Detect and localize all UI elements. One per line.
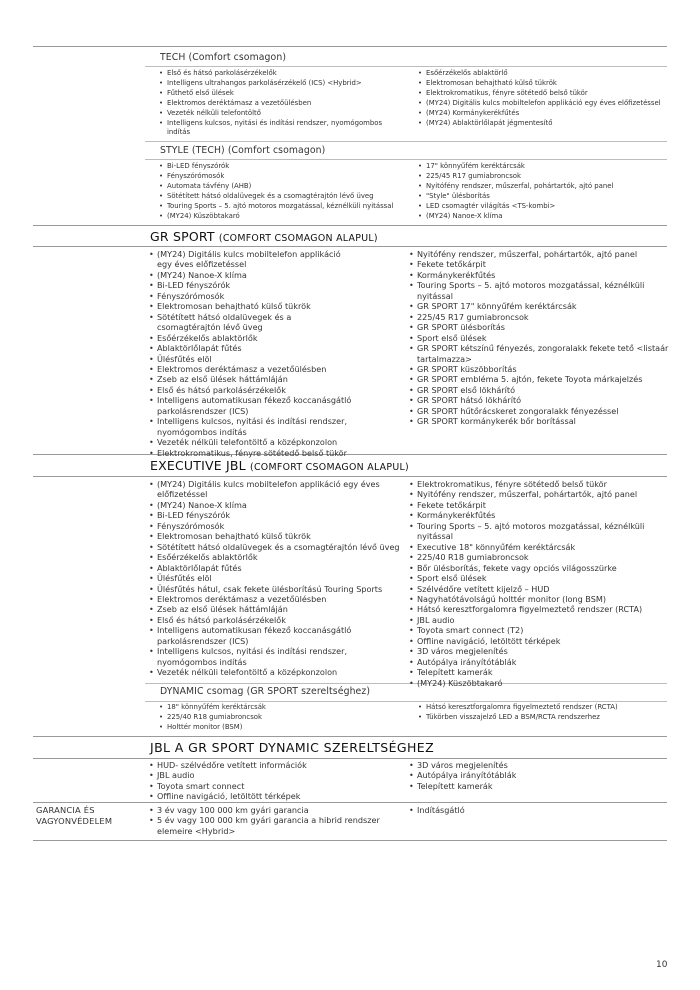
list-item: • Sötétített hátsó oldalüvegek és a csomagtérajtón lévő üveg (148, 312, 353, 333)
list-item: • Elektromosan behajtható külső tükrök (148, 531, 403, 541)
guarantee-left-list (148, 805, 398, 836)
list-item: • Fényszórómosók (158, 172, 413, 182)
divider-bottom (33, 840, 667, 841)
style-title: STYLE (TECH) (Comfort csomagon) (160, 145, 326, 156)
tech-title: TECH (Comfort csomagon) (160, 52, 287, 63)
list-item: • Elektromos deréktámasz a vezetőülésben (148, 594, 403, 604)
divider-tech (145, 66, 667, 67)
list-item: • Toyota smart connect (148, 781, 398, 791)
list-item: • GR SPORT embléma 5. ajtón, fekete Toyota márkajelzés (408, 374, 673, 384)
list-item: • Elektromosan behajtható külső tükrök (148, 301, 353, 311)
list-item: • Bi-LED fényszórók (148, 280, 353, 290)
list-item: • GR SPORT hátsó lökhárító (408, 395, 673, 405)
list-item: • Toyota smart connect (T2) (408, 625, 673, 635)
list-item: • Fényszórómosók (148, 521, 403, 531)
executive-title-suffix: (COMFORT CSOMAGON ALAPUL) (250, 462, 409, 473)
list-item: • 225/40 R18 gumiabroncsok (408, 552, 673, 562)
guarantee-label: GARANCIA ÉS VAGYONVÉDELEM (36, 805, 113, 826)
list-item: • Zseb az első ülések háttámláján (148, 374, 353, 384)
list-item: • Kormánykerékfűtés (408, 510, 673, 520)
list-item: • GR SPORT ülésborítás (408, 322, 673, 332)
list-item: • Szélvédőre vetített kijelző – HUD (408, 584, 673, 594)
jbl-dynamic-title: JBL A GR SPORT DYNAMIC SZERELTSÉGHEZ (150, 740, 435, 755)
list-item: • 225/40 R18 gumiabroncsok (158, 713, 398, 723)
gr-sport-title-main: GR SPORT (150, 229, 215, 244)
list-item: • 225/45 R17 gumiabroncsok (408, 312, 673, 322)
style-right-list (417, 162, 672, 221)
jbl-dynamic-left-list (148, 760, 398, 802)
divider-gr (33, 246, 667, 247)
list-item: • Intelligens automatikusan fékező koccanásgátló parkolásrendszer (ICS) (148, 395, 353, 416)
tech-left-list (158, 69, 383, 138)
list-item: • Esőérzékelős ablaktörlő (417, 69, 672, 79)
list-item: • GR SPORT küszöbborítás (408, 364, 673, 374)
list-item: • Fényszórómosók (148, 291, 353, 301)
list-item: • Zseb az első ülések háttámláján (148, 604, 403, 614)
executive-title-main: EXECUTIVE JBL (150, 458, 246, 473)
list-item: • (MY24) Digitális kulcs mobiltelefon applikáció egy éves előfizetéssel (148, 249, 353, 270)
list-item: • Ülésfűtés hátul, csak fekete ülésborítású Touring Sports (148, 584, 403, 594)
list-item: • Kormánykerékfűtés (408, 270, 673, 280)
list-item: • Első és hátsó parkolásérzékelők (148, 385, 353, 395)
gr-sport-left-list (148, 249, 353, 458)
list-item: • Hátsó keresztforgalomra figyelmeztető rendszer (RCTA) (417, 703, 672, 713)
list-item: • (MY24) Küszöbtakaró (408, 678, 673, 688)
list-item: • Vezeték nélküli telefontöltő a középkonzolon (148, 437, 353, 447)
divider-guarantee (33, 802, 667, 803)
list-item: • JBL audio (148, 770, 398, 780)
divider-style (145, 159, 667, 160)
list-item: • Autópálya irányítótáblák (408, 770, 668, 780)
executive-left-list (148, 479, 403, 678)
list-item: • Vezeték nélküli telefontöltő a középkonzolon (148, 667, 403, 677)
divider-top (33, 46, 667, 47)
list-item: • Elektromos deréktámasz a vezetőülésben (148, 364, 353, 374)
list-item: • (MY24) Küszöbtakaró (158, 212, 413, 222)
list-item: • "Style" ülésborítás (417, 192, 672, 202)
list-item: • Automata távfény (AHB) (158, 182, 413, 192)
list-item: • GR SPORT első lökhárító (408, 385, 673, 395)
gr-sport-right-list (408, 249, 673, 427)
list-item: • 3D város megjelenítés (408, 646, 673, 656)
list-item: • 17" könnyűfém keréktárcsák (417, 162, 672, 172)
list-item: • Sötétített hátsó oldalüvegek és a csomagtérajtón lévő üveg (148, 542, 403, 552)
list-item: • GR SPORT kétszínű fényezés, zongoralakk fekete tető <listaár tartalmazza> (408, 343, 673, 364)
list-item: • Bőr ülésborítás, fekete vagy opciós világosszürke (408, 563, 673, 573)
list-item: • (MY24) Nanoe-X klíma (148, 270, 353, 280)
list-item: • Telepített kamerák (408, 667, 673, 677)
dynamic-right-list (417, 703, 672, 723)
list-item: • Intelligens automatikusan fékező koccanásgátló parkolásrendszer (ICS) (148, 625, 403, 646)
list-item: • Sport első ülések (408, 573, 673, 583)
list-item: • LED csomagtér világítás <TS-kombi> (417, 202, 672, 212)
list-item: • Ülésfűtés elöl (148, 573, 403, 583)
list-item: • JBL audio (408, 615, 673, 625)
list-item: • HUD- szélvédőre vetített információk (148, 760, 398, 770)
divider-style-top (145, 141, 667, 142)
list-item: • Touring Sports – 5. ajtó motoros mozgatással, kéznélküli nyitással (408, 521, 673, 542)
list-item: • Elektromos deréktámasz a vezetőülésben (158, 99, 383, 109)
list-item: • 18" könnyűfém keréktárcsák (158, 703, 398, 713)
divider-exec (33, 476, 667, 477)
list-item: • (MY24) Kormánykerékfűtés (417, 109, 672, 119)
list-item: • 225/45 R17 gumiabroncsok (417, 172, 672, 182)
list-item: • Intelligens kulcsos, nyitási és indítási rendszer, nyomógombos indítás (158, 119, 383, 139)
list-item: • Elektromosan behajtható külső tükrök (417, 79, 672, 89)
page-number: 10 (656, 960, 668, 970)
list-item: • Ablaktörlőlapát fűtés (148, 563, 403, 573)
style-left-list (158, 162, 413, 221)
list-item: • Bi-LED fényszórók (158, 162, 413, 172)
list-item: • Ülésfűtés elöl (148, 354, 353, 364)
list-item: • Fűthető első ülések (158, 89, 383, 99)
list-item: • Első és hátsó parkolásérzékelők (158, 69, 383, 79)
list-item: • (MY24) Digitális kulcs mobiltelefon applikáció egy éves előfizetéssel (148, 479, 403, 500)
list-item: • Bi-LED fényszórók (148, 510, 403, 520)
list-item: • Elektrokromatikus, fényre sötétedő belső tükör (148, 448, 353, 458)
list-item: • Offline navigáció, letöltött térképek (148, 791, 398, 801)
list-item: • GR SPORT 17" könnyűfém keréktárcsák (408, 301, 673, 311)
list-item: • Elektrokromatikus, fényre sötétedő belső tükör (408, 479, 673, 489)
list-item: • Touring Sports – 5. ajtó motoros mozgatással, kéznélküli nyitással (408, 280, 673, 301)
list-item: • Első és hátsó parkolásérzékelők (148, 615, 403, 625)
list-item: • Tükörben visszajelző LED a BSM/RCTA rendszerhez (417, 713, 672, 723)
list-item: • 3D város megjelenítés (408, 760, 668, 770)
list-item: • Vezeték nélküli telefontöltő (158, 109, 383, 119)
list-item: • (MY24) Digitális kulcs mobiltelefon applikáció egy éves előfizetéssel (417, 99, 672, 109)
list-item: • (MY24) Ablaktörlőlapát jégmentesítő (417, 119, 672, 129)
list-item: • Holttér monitor (BSM) (158, 723, 398, 733)
list-item: • Sport első ülések (408, 333, 673, 343)
list-item: • Sötétített hátsó oldalüvegek és a csomagtérajtón lévő üveg (158, 192, 413, 202)
list-item: • GR SPORT kormánykerék bőr borítással (408, 416, 673, 426)
list-item: • GR SPORT hűtőrácskeret zongoralakk fényezéssel (408, 406, 673, 416)
list-item: • Autópálya irányítótáblák (408, 657, 673, 667)
dynamic-left-list (158, 703, 398, 733)
divider-jbl-top (33, 736, 667, 737)
list-item: • (MY24) Nanoe-X klíma (148, 500, 403, 510)
list-item: • Executive 18" könnyűfém keréktárcsák (408, 542, 673, 552)
list-item: • Intelligens kulcsos, nyitási és indítási rendszer, nyomógombos indítás (148, 416, 353, 437)
list-item: • Nyitófény rendszer, műszerfal, pohártartók, ajtó panel (408, 249, 673, 259)
gr-sport-title-suffix: (COMFORT CSOMAGON ALAPUL) (218, 233, 378, 244)
executive-right-list (408, 479, 673, 688)
list-item: • Hátsó keresztforgalomra figyelmeztető rendszer (RCTA) (408, 604, 673, 614)
list-item: • 3 év vagy 100 000 km gyári garancia (148, 805, 398, 815)
divider-gr-top (33, 225, 667, 226)
list-item: • Esőérzékelős ablaktörlők (148, 333, 353, 343)
list-item: • Nyitófény rendszer, műszerfal, pohártartók, ajtó panel (408, 489, 673, 499)
list-item: • Elektrokromatikus, fényre sötétedő belső tükör (417, 89, 672, 99)
list-item: • Fekete tetőkárpit (408, 500, 673, 510)
dynamic-title: DYNAMIC csomag (GR SPORT szereltséghez) (160, 686, 371, 697)
list-item: • 5 év vagy 100 000 km gyári garancia a hibrid rendszer elemeire <Hybrid> (148, 815, 398, 836)
list-item: • Fekete tetőkárpit (408, 259, 673, 269)
executive-title (150, 458, 409, 473)
list-item: • Nagyhatótávolságú holttér monitor (long BSM) (408, 594, 673, 604)
divider-jbl (33, 758, 667, 759)
list-item: • Intelligens ultrahangos parkolásérzékelő (ICS) <Hybrid> (158, 79, 383, 89)
gr-sport-title (150, 229, 378, 244)
guarantee-right-list (408, 805, 668, 815)
list-item: • (MY24) Nanoe-X klíma (417, 212, 672, 222)
list-item: • Esőérzékelős ablaktörlők (148, 552, 403, 562)
list-item: • Ablaktörlőlapát fűtés (148, 343, 353, 353)
divider-dynamic (145, 701, 667, 702)
list-item: • Indításgátló (408, 805, 668, 815)
list-item: • Touring Sports – 5. ajtó motoros mozgatással, kéznélküli nyitással (158, 202, 413, 212)
list-item: • Nyitófény rendszer, műszerfal, pohártartók, ajtó panel (417, 182, 672, 192)
list-item: • Telepített kamerák (408, 781, 668, 791)
tech-right-list (417, 69, 672, 128)
jbl-dynamic-right-list (408, 760, 668, 791)
list-item: • Intelligens kulcsos, nyitási és indítási rendszer, nyomógombos indítás (148, 646, 403, 667)
list-item: • Offline navigáció, letöltött térképek (408, 636, 673, 646)
